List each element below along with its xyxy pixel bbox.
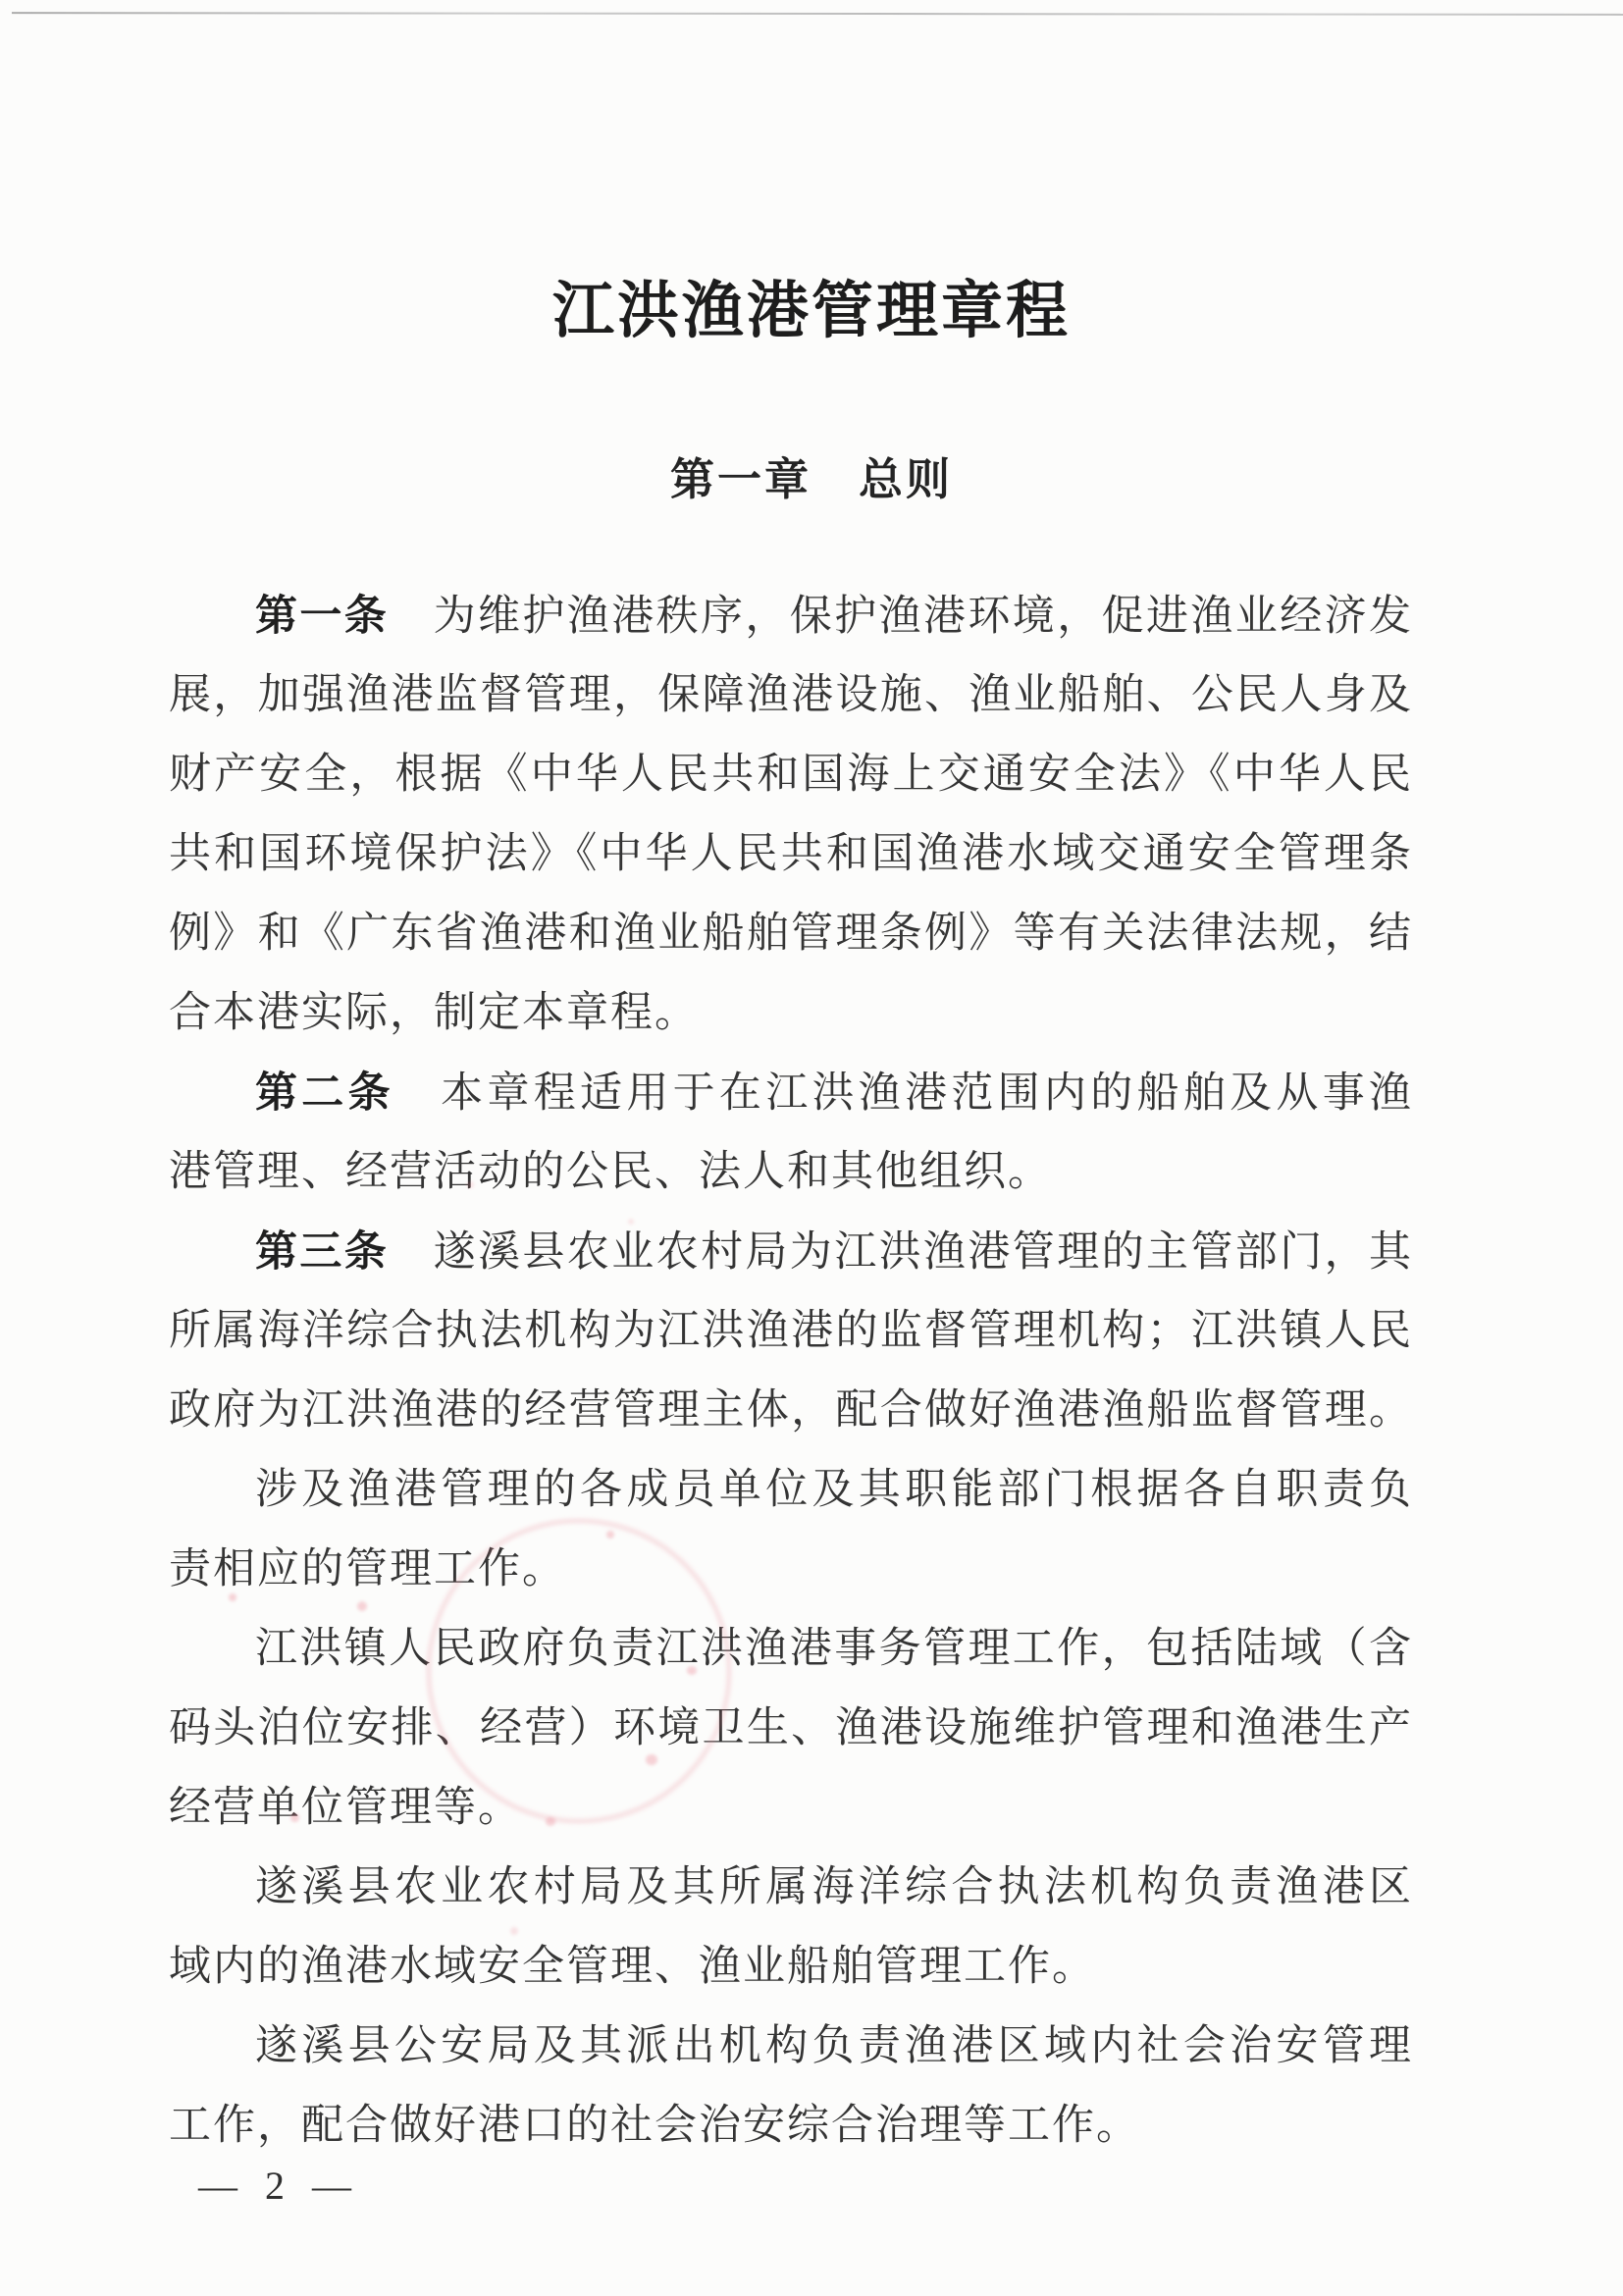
text-line: 例》和《广东省渔港和渔业船舶管理条例》等有关法律法规，结 xyxy=(169,911,1413,957)
body-text-block xyxy=(169,0,1413,2296)
text-line: 港管理、经营活动的公民、法人和其他组织。 xyxy=(169,1149,1052,1195)
seal-bleedthrough-speck xyxy=(546,1817,555,1826)
seal-bleedthrough-ring xyxy=(427,1519,731,1823)
seal-bleedthrough-speck xyxy=(510,1927,518,1935)
seal-bleedthrough-speck xyxy=(628,1219,634,1225)
text-line: 所属海洋综合执法机构为江洪渔港的监督管理机构；江洪镇人民 xyxy=(169,1308,1413,1354)
text-line: 财产安全，根据《中华人民共和国海上交通安全法》《中华人民 xyxy=(169,752,1413,798)
seal-bleedthrough-speck xyxy=(357,1601,367,1611)
text-line: 责相应的管理工作。 xyxy=(169,1546,566,1592)
text-line: 共和国环境保护法》《中华人民共和国渔港水域交通安全管理条 xyxy=(169,831,1413,877)
text-line: 第一条 为维护渔港秩序，保护渔港环境，促进渔业经济发 xyxy=(255,593,1414,640)
text-line: 遂溪县公安局及其派出机构负责渔港区域内社会治安管理 xyxy=(255,2023,1413,2069)
text-line: 工作，配合做好港口的社会治安综合治理等工作。 xyxy=(169,2103,1140,2149)
seal-bleedthrough-speck xyxy=(467,1181,474,1188)
text-line: 政府为江洪渔港的经营管理主体，配合做好渔港渔船监督管理。 xyxy=(169,1387,1413,1434)
article-number-label: 第二条 xyxy=(255,1070,394,1117)
seal-bleedthrough-speck xyxy=(229,1593,236,1601)
text-line: 码头泊位安排、经营）环境卫生、渔港设施维护管理和渔港生产 xyxy=(169,1705,1413,1751)
seal-bleedthrough-speck xyxy=(606,1531,614,1539)
text-line: 第二条 本章程适用于在江洪渔港范围内的船舶及从事渔 xyxy=(255,1070,1413,1117)
text-line: 涉及渔港管理的各成员单位及其职能部门根据各自职责负 xyxy=(255,1467,1413,1513)
seal-bleedthrough-speck xyxy=(290,1813,299,1822)
chapter-heading: 第一章 总则 xyxy=(669,454,953,504)
text-line: 第三条 遂溪县农业农村局为江洪渔港管理的主管部门，其 xyxy=(255,1228,1414,1276)
text-line: 江洪镇人民政府负责江洪渔港事务管理工作，包括陆域（含 xyxy=(255,1626,1413,1672)
article-number-label: 第三条 xyxy=(255,1228,390,1276)
seal-bleedthrough-speck xyxy=(687,1666,697,1675)
text-line: 合本港实际，制定本章程。 xyxy=(169,990,699,1036)
text-line: 遂溪县农业农村局及其所属海洋综合执法机构负责渔港区 xyxy=(255,1864,1413,1910)
text-line: 经营单位管理等。 xyxy=(169,1785,522,1831)
article-number-label: 第一条 xyxy=(255,593,390,640)
seal-bleedthrough-speck xyxy=(646,1754,657,1765)
page-number: — 2 — xyxy=(198,2164,360,2208)
text-line: 域内的渔港水域安全管理、渔业船舶管理工作。 xyxy=(169,1944,1096,1990)
document-title: 江洪渔港管理章程 xyxy=(552,277,1071,345)
text-line: 展，加强渔港监督管理，保障渔港设施、渔业船舶、公民人身及 xyxy=(169,672,1413,718)
